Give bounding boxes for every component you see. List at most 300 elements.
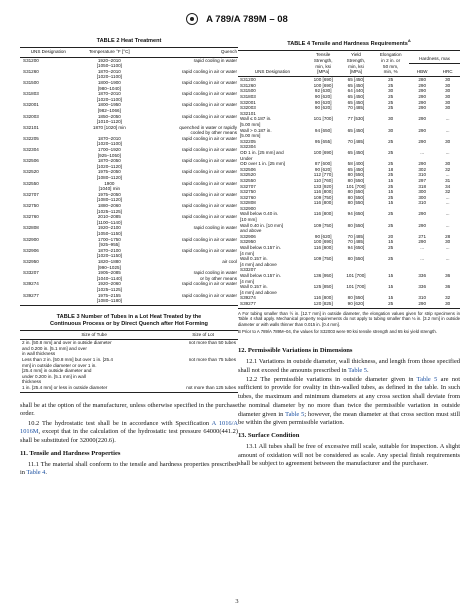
table4-cell-hbw: 290 — [418, 127, 426, 133]
table4-cell-hbw: 290 — [418, 116, 426, 122]
table2-cell-quench: rapid cooling in air or water — [181, 169, 237, 175]
table4-cell-uns: S32003 — [240, 105, 256, 111]
table4-cell-tensile: 100 [690] — [313, 82, 333, 88]
table4-cell-hrc: 36 — [445, 284, 451, 290]
table4-cell-yield: 101 [700] — [346, 284, 366, 290]
table4-cell-hbw: 318 — [418, 183, 426, 189]
table2-cell-uns: S32750 — [23, 203, 39, 209]
table2-cell-uns: S32205 — [23, 135, 39, 141]
page-header — [0, 10, 474, 28]
table4-cell-tensile: 133 [920] — [313, 183, 333, 189]
table4-row — [238, 284, 460, 295]
table4-cell-uns: Wall 0.157 in. [4 mm] and above — [240, 284, 277, 295]
table4-cell-hbw: 297 — [418, 177, 426, 183]
table4-row — [238, 223, 460, 234]
table4-cell-yield: 64 [440] — [347, 88, 365, 94]
table4-cell-yield: 90 [620] — [340, 301, 373, 308]
table2-cell-quench: rapid cooling in air or water — [181, 135, 237, 141]
table2-header-uns: UNS Designation — [20, 47, 77, 57]
table2-row — [20, 169, 238, 180]
table2-cell-quench: rapid cooling in air or water — [181, 247, 237, 253]
table4-cell-hrc: 36 — [445, 273, 451, 278]
table4-cell-uns: S31803 — [240, 94, 256, 99]
table4-cell-tensile: 90 [620] — [314, 94, 332, 99]
left-body-text — [20, 402, 238, 478]
table4-cell-uns: S32760 — [240, 194, 256, 200]
table2-cell-temperature: 1975–2155 [1080–1180] — [77, 293, 142, 306]
table2-cell-temperature: 1870–2100 [1020–1150] — [96, 247, 122, 259]
table3-body — [20, 340, 238, 392]
table4-cell-uns: S32001 — [240, 99, 256, 105]
table4-cell-uns: OD 1 in. [25 mm] and Under — [240, 149, 284, 161]
table2-cell-uns: S32950 — [23, 258, 39, 264]
table4-cell-tensile: 90 [620] — [314, 233, 332, 239]
table4-cell-hbw: 310 — [418, 295, 426, 301]
table4-cell-uns: S32205 — [240, 138, 256, 144]
table2-row — [20, 114, 238, 125]
table2-cell-uns: S39274 — [23, 281, 39, 287]
table2-row — [20, 181, 238, 192]
table4-cell-hrc: ... — [445, 211, 450, 217]
table4-cell-hbw: 290 — [409, 301, 435, 308]
table2-body — [20, 57, 238, 305]
table2-cell-temperature: 1975–2050 [1080–1120] — [96, 191, 122, 203]
table2-cell-temperature: 1800–1900 [980–1040] — [97, 79, 121, 91]
table4-cell-hrc: ... — [445, 116, 450, 122]
table2-cell-uns: S32001 — [23, 102, 39, 108]
table4-cell-tensile: 94 [650] — [314, 127, 332, 133]
table2-row — [20, 69, 238, 80]
table4-cell-hbw: 290 — [418, 222, 426, 228]
table4-cell-hrc: ... — [445, 200, 450, 206]
table4-cell-hbw: 300 — [418, 189, 426, 195]
table2-cell-quench: rapid cooling in air or water — [181, 191, 237, 197]
table2-cell-quench: rapid cooling in air or water — [142, 293, 238, 306]
table2-cell-temperature: 1870–2010 [1020–1100] — [96, 68, 122, 80]
table4-cell-hbw: 290 — [418, 239, 426, 245]
table4-cell-uns: S32520 — [240, 172, 256, 178]
table2-cell-quench: rapid cooling in air or water — [181, 79, 237, 85]
table4-cell-tensile: 92 [630] — [314, 88, 332, 94]
table2-row — [20, 80, 238, 91]
table2-cell-quench: rapid cooling in water or by other means — [193, 270, 237, 281]
table2-cell-uns: S39277 — [20, 293, 77, 306]
table2-cell-temperature: 1700–1750 [925–955] — [97, 236, 121, 248]
table4-cell-hbw: 290 — [418, 99, 426, 105]
table3-row — [20, 357, 238, 385]
paragraph-11-1: 11.1 The material shall conform to the tensile and hardness properties prescribed in Table 4. — [20, 460, 238, 477]
table4-row — [238, 245, 460, 256]
table2-cell-quench: rapid cooling in air or water — [181, 91, 237, 97]
table4-cell-hrc: 34 — [445, 183, 451, 189]
table4-link[interactable]: Table 4 — [26, 469, 46, 477]
table4-cell-uns: Wall 0.157 in. [4 mm] and above — [240, 256, 277, 267]
table2-cell-temperature: 1975–2050 [1080–1120] — [96, 169, 122, 181]
paragraph-12-2: 12.2 The permissible variations in outside diameter given in Table 5 are not sufficient to provide for ovality in thin-walled tubes, as defined in the table. In such tubes, the maximum and minimum diameters at any cross section shall deviate from the nominal diameter by no more than twice the permissible variation in outside diameter given in Table 5; however, the mean diameter at that cross section must still be within the given permissible variation. — [238, 375, 461, 427]
table4-cell-elongation: 15 — [388, 295, 394, 301]
table2-cell-quench: rapid cooling in water — [193, 225, 237, 231]
table3-cell-size-of-tube: 2 in. [50.8 mm] and over in outside diameter and 0.200 in. [5.1 mm] and over in wall thickness — [22, 340, 112, 357]
table2-row — [20, 102, 238, 113]
table2-row — [20, 192, 238, 203]
table4-footnote-a: A For tubing smaller than ½ in. [12.7 mm] in outside diameter, the elongation values given for strip specimens in Table 4 shall apply. Mechanical property requirements do not apply to tubing smaller than ⅛ in. [3.2 mm] in outside diameter or with walls thinner than 0.015 in. [0.4 mm]. — [238, 310, 460, 327]
table2-cell-temperature: 1800–1950 [982–1066] — [97, 102, 121, 113]
table2-row — [20, 57, 238, 69]
table3-row — [20, 385, 238, 392]
table5-link-c[interactable]: Table 5 — [285, 410, 305, 418]
table4-cell-elongation: 15 — [388, 189, 394, 195]
table4-cell-uns: S32808 — [240, 200, 256, 206]
table4-cell-hbw: ... — [420, 245, 425, 251]
table2-cell-temperature: 1870–2010 [1020–1100] — [96, 135, 122, 147]
table4-cell-yield: 65 [450] — [347, 82, 365, 88]
table4-cell-elongation: 15 — [388, 273, 394, 278]
table4-cell-uns: S32906 — [240, 233, 256, 239]
table2-cell-quench: rapid cooling in air or water — [181, 147, 237, 153]
table4-header-hbw: HBW — [409, 64, 435, 77]
table4-cell-hrc: ... — [445, 222, 450, 228]
table4-cell-hrc: 30 — [445, 161, 451, 167]
table4-cell-hrc: 30 — [445, 99, 451, 105]
table4-cell-yield: 80 [550] — [347, 222, 365, 228]
table2-row — [20, 270, 238, 281]
table4-row — [238, 273, 460, 284]
paragraph-13-1: 13.1 All tubes shall be free of excessive mill scale, suitable for inspection. A slight amount of oxidation will not be considered as scale. Any special finish requirements shall be subject to agreement between the manufacturer and the purchaser. — [238, 442, 460, 468]
table4-row — [238, 211, 460, 222]
table4-cell-elongation: 30 — [388, 127, 394, 133]
table4-cell-tensile: 116 [800] — [313, 200, 333, 206]
left-column — [20, 38, 238, 478]
table4-cell-hbw: 290 — [418, 138, 426, 144]
table4-cell-hbw: 290 — [418, 82, 426, 88]
table4-cell-uns: S32900 — [240, 205, 256, 211]
table4-cell-yield: 65 [450] — [347, 99, 365, 105]
table2-row — [20, 158, 238, 169]
table4-cell-tensile: 110 [760] — [313, 177, 333, 183]
table2-heat-treatment — [20, 47, 238, 306]
table4-cell-hrc: ... — [445, 127, 450, 133]
table4-cell-tensile: 90 [620] — [314, 99, 332, 105]
table4-cell-hrc: 32 — [445, 295, 451, 301]
table4-cell-yield: 70 [485] — [347, 105, 365, 111]
table2-cell-temperature: 1850–2050 [1010–1120] — [96, 113, 122, 125]
table4-cell-uns: Wall below 0.157 in. [4 mm] — [240, 245, 281, 256]
table3-cell-size-of-lot: not more than 75 tubes — [188, 357, 236, 363]
table4-cell-elongation: 25 — [388, 222, 394, 228]
table3-tubes-in-lot — [20, 330, 238, 393]
table2-cell-uns: S32808 — [23, 225, 39, 231]
table4-cell-yield: 80 [550] — [347, 194, 365, 200]
table3-cell-size-of-tube: 1 in. [25.4 mm] or less in outside diameter — [20, 385, 168, 392]
table4-cell-tensile: 109 [750] — [313, 222, 333, 228]
table4-cell-tensile: 125 [850] — [313, 284, 333, 290]
table4-cell-uns: S31200 — [240, 77, 256, 83]
table4-cell-tensile: 136 [950] — [313, 273, 333, 278]
astm-logo-icon — [186, 13, 198, 25]
table2-cell-uns: S32304 — [23, 147, 39, 153]
section-12-title: 12. Permissible Variations in Dimensions — [238, 346, 353, 354]
table2-row — [20, 136, 238, 147]
table4-cell-tensile: 100 [690] — [313, 149, 333, 155]
table4-cell-hbw: 302 — [418, 166, 426, 172]
table2-cell-temperature: 1905–2085 [1040–1140] — [96, 270, 122, 281]
table4-cell-uns: S32550 — [240, 177, 256, 183]
table4-cell-hbw: 290 — [418, 105, 426, 111]
table2-cell-quench: quenched in water or rapidly cooled by other means — [179, 124, 237, 136]
table4-cell-hrc: 30 — [445, 105, 451, 111]
table4-cell-hrc: 30 — [445, 82, 451, 88]
table4-cell-yield: 65 [450] — [347, 166, 365, 172]
table3-cell-size-of-tube: Less than 2 in. [50.8 mm] but over 1 in. [25.4 mm] in outside diameter or over 1 in. [25.4 mm] in outside diameter and under 0.200 in. [5.1 mm] in wall thickness — [22, 357, 113, 385]
table4-cell-uns: S31260 — [240, 82, 256, 88]
table4-cell-uns: Wall below 0.157 in. [4 mm] — [240, 273, 281, 284]
table4-cell-tensile: 90 [620] — [314, 166, 332, 172]
table2-header-quench: Quench — [142, 47, 238, 57]
table4-cell-tensile: 109 [750] — [313, 194, 333, 200]
table4-cell-uns: Wall ≤ 0.187 in. [5.00 mm] — [240, 116, 272, 127]
table2-cell-uns: S32101 — [23, 124, 39, 130]
table4-cell-elongation: 25 — [372, 301, 409, 308]
table4-cell-yield: 65 [450] — [347, 94, 365, 99]
table4-cell-elongation: 25 — [388, 105, 394, 111]
table2-cell-temperature: 2010–2085 [1100–1140] — [96, 214, 122, 225]
table4-cell-uns: S31500 — [240, 88, 256, 94]
table4-cell-uns: S32304 — [240, 144, 256, 150]
table2-cell-temperature: 1920–2010 [1050–1100] — [96, 57, 122, 69]
section-11-title: 11. Tensile and Hardness Properties — [20, 449, 121, 457]
table4-cell-hbw: ... — [420, 256, 425, 262]
table3-cell-size-of-lot: not more than 125 tubes — [168, 385, 238, 392]
table4-cell-yield: 65 [450] — [347, 149, 365, 155]
spec-a1016-link[interactable]: A 1016/A 1016M — [20, 419, 238, 436]
table4-cell-yield: 70 [485] — [347, 239, 365, 245]
table2-cell-temperature: 1870–2050 [1020–1120] — [96, 158, 122, 169]
table4-cell-hrc: ... — [445, 194, 450, 200]
table4-cell-elongation: 25 — [388, 149, 394, 155]
table4-cell-uns: Wall 0.40 in. [10 mm] and above — [240, 222, 283, 234]
table4-cell-elongation: 15 — [388, 239, 394, 245]
table4-cell-yield: 80 [550] — [347, 256, 365, 262]
table4-caption: TABLE 4 Tensile and Hardness Requirements$^A$ — [287, 38, 411, 47]
table2-cell-uns: S32550 — [23, 180, 39, 186]
table3-row — [20, 340, 238, 357]
table4-cell-hbw: 290 — [418, 88, 426, 94]
table4-header-yield: Yield Strength, min, ksi [MPa] — [340, 50, 373, 76]
table4-header-tensile: Tensile Strength, min, ksi [MPa] — [307, 50, 340, 76]
table4-cell-hrc: ... — [445, 245, 450, 251]
table4-cell-hrc: 30 — [445, 239, 451, 245]
table4-cell-yield: 65 [450] — [347, 77, 365, 83]
table2-cell-temperature: 1870 [1020] min — [92, 124, 126, 130]
table4-cell-hbw: 280 — [418, 77, 426, 83]
table4-cell-hrc: 32 — [445, 189, 451, 195]
table4-cell-tensile: 116 [800] — [313, 211, 333, 217]
table2-row — [20, 203, 238, 214]
table2-cell-uns: S33207 — [23, 270, 39, 276]
table4-cell-hbw: 336 — [418, 273, 426, 278]
table2-header-temperature: Temperature °F [°C] — [77, 47, 142, 57]
table4-cell-hbw: 336 — [418, 284, 426, 290]
table2-cell-uns: S31260 — [23, 68, 39, 74]
table4-cell-tensile: 116 [800] — [313, 189, 333, 195]
table4-row — [238, 256, 460, 267]
table2-row — [20, 248, 238, 259]
table4-cell-tensile: 87 [600] — [314, 161, 332, 167]
table4-cell-uns: Wall > 0.187 in. [5.00 mm] — [240, 127, 272, 139]
table4-cell-elongation: 25 — [388, 245, 394, 251]
table2-row — [20, 237, 238, 248]
table4-row — [238, 150, 460, 161]
table4-cell-elongation: 15 — [388, 200, 394, 206]
table2-cell-quench: rapid cooling in water — [193, 57, 237, 63]
table2-cell-temperature: 1870–2010 [1020–1100] — [96, 91, 122, 102]
table4-cell-tensile: 100 [690] — [313, 239, 333, 245]
table4-cell-uns: S39274 — [240, 295, 256, 301]
table2-cell-uns: S32506 — [23, 158, 39, 164]
table4-body — [238, 77, 460, 308]
table4-cell-uns: S32101 — [240, 110, 256, 116]
table4-cell-elongation: 20 — [388, 233, 394, 239]
table4-cell-uns: S32707 — [240, 183, 256, 189]
table2-row — [20, 225, 238, 236]
right-column — [238, 38, 460, 470]
table4-header-elongation: Elongation in 2 in. or 50 mm, min, % — [372, 50, 409, 76]
table2-cell-quench: rapid cooling in air or water — [181, 158, 237, 164]
table5-link-a[interactable]: Table 5 — [348, 366, 367, 374]
table4-row — [238, 116, 460, 127]
table2-row — [20, 147, 238, 158]
table2-cell-quench: rapid cooling in air or water — [181, 113, 237, 119]
table4-cell-hrc: 30 — [435, 301, 460, 308]
table2-cell-uns: S31200 — [23, 57, 39, 63]
table4-cell-hrc: ... — [445, 149, 450, 155]
table4-cell-yield: 94 [650] — [347, 245, 365, 251]
table3-cell-size-of-lot: not more than 50 tubes — [188, 340, 236, 346]
table4-cell-elongation: 15 — [388, 284, 394, 290]
table4-cell-uns: Wall below 0.40 in. [10 mm] — [240, 211, 279, 223]
table4-tensile-hardness — [238, 50, 460, 309]
table4-cell-hrc: 30 — [445, 94, 451, 99]
table4-cell-hrc: 30 — [445, 77, 451, 83]
table4-cell-uns: S32506 — [240, 166, 256, 172]
table4-cell-yield: 65 [450] — [347, 127, 365, 133]
table4-header-uns: UNS Designation — [238, 50, 307, 76]
table4-cell-hbw: 300 — [418, 194, 426, 200]
table4-header-hrc: HRC — [435, 64, 460, 77]
table2-row — [20, 125, 238, 136]
table4-header-hardness: Hardness, max — [409, 50, 460, 63]
table4-cell-hbw: 310 — [418, 172, 426, 178]
table4-cell-elongation: 15 — [388, 177, 394, 183]
table2-row — [20, 281, 238, 292]
table2-cell-temperature: 1920–2060 [1025–1125] — [96, 281, 122, 292]
table5-link-b[interactable]: Table 5 — [416, 375, 438, 383]
table2-cell-quench: rapid cooling in air or water — [181, 203, 237, 209]
table2-cell-quench: rapid cooling in air or water — [181, 180, 237, 186]
table4-cell-yield: 77 [530] — [347, 116, 365, 122]
table4-cell-tensile: 112 [770] — [313, 172, 333, 178]
table4-cell-tensile: 116 [800] — [313, 245, 333, 251]
table4-cell-uns: S39277 — [238, 301, 307, 308]
table2-cell-uns: S32707 — [23, 191, 39, 197]
table4-cell-elongation: 25 — [388, 138, 394, 144]
table4-cell-yield: 80 [550] — [347, 200, 365, 206]
table4-cell-elongation: 25 — [388, 256, 394, 262]
table4-cell-elongation: 25 — [388, 99, 394, 105]
table4-cell-elongation: 30 — [388, 116, 394, 122]
table4-cell-yield: 70 [485] — [347, 233, 365, 239]
table4-cell-hrc: 32 — [445, 166, 451, 172]
table4-cell-hbw: 271 — [418, 233, 426, 239]
table4-cell-elongation: 25 — [388, 172, 394, 178]
table4-cell-hrc: 30 — [445, 88, 451, 94]
table2-cell-temperature: 1820–1880 [990–1025] — [97, 258, 121, 270]
continued-paragraph: shall be at the option of the manufacturer, unless otherwise specified in the purchase order. — [20, 401, 238, 418]
table2-cell-uns: S32760 — [23, 214, 39, 220]
table3-caption: TABLE 3 Number of Tubes in a Lot Heat Treated by the Continuous Process or by Direct Quench after Hot Forming — [50, 313, 208, 327]
table2-cell-temperature: 1920–2100 [1050–1150] — [96, 225, 122, 236]
table4-cell-hrc: ... — [445, 172, 450, 178]
table2-cell-uns: S32900 — [23, 236, 39, 242]
table4-cell-elongation: 25 — [388, 183, 394, 189]
table4-cell-hrc: 30 — [445, 138, 451, 144]
table2-cell-quench: rapid cooling in air or water — [181, 236, 237, 242]
table4-cell-hrc: ... — [445, 256, 450, 262]
table4-cell-elongation: 25 — [388, 94, 394, 99]
table3-header-size-of-lot: Size of Lot — [168, 330, 238, 340]
table4-cell-tensile: 116 [800] — [313, 295, 333, 301]
table4-cell-hbw: 290 — [418, 94, 426, 99]
table2-cell-quench: air cool — [222, 258, 237, 264]
paragraph-12-1: 12.1 Variations in outside diameter, wall thickness, and length from those specified shall not exceed the amounts prescribed in Table 5. — [238, 357, 460, 374]
table4-cell-yield: 101 [700] — [346, 183, 366, 189]
table4-footnote-b: B Prior to A 789/A 789M–04, the values for S32003 were 90 ksi tensile strength and 65 ksi yield strength. — [238, 329, 437, 335]
table2-row — [20, 214, 238, 225]
table2-cell-uns: S31500 — [23, 79, 39, 85]
table4-cell-tensile: 101 [700] — [313, 116, 333, 122]
table4-cell-elongation: 30 — [388, 88, 394, 94]
table4-cell-uns: S32950 — [240, 239, 256, 245]
table4-cell-tensile: 95 [655] — [314, 138, 332, 144]
table2-cell-temperature: 1880–2060 [1025–1125] — [96, 203, 122, 214]
table4-cell-yield: 80 [550] — [347, 177, 365, 183]
table4-cell-tensile: 120 [825] — [307, 301, 340, 308]
table4-row — [238, 128, 460, 139]
table2-cell-quench: rapid cooling in air or water — [181, 102, 237, 108]
table4-cell-yield: 70 [485] — [347, 138, 365, 144]
table2-cell-uns: S32003 — [23, 113, 39, 119]
table4-cell-hbw: ... — [420, 149, 425, 155]
table4-cell-yield: 80 [550] — [347, 189, 365, 195]
table2-cell-uns: S31803 — [23, 91, 39, 97]
table4-cell-yield: 101 [700] — [346, 273, 366, 278]
table4-cell-tensile: 100 [690] — [313, 77, 333, 83]
table4-cell-elongation: 18 — [388, 166, 394, 172]
standard-designation: A 789/A 789M – 08 — [206, 13, 288, 25]
table2-cell-quench: rapid cooling in air or water — [181, 68, 237, 74]
table2-cell-temperature: 1700–1920 [925–1050] — [97, 147, 121, 158]
table2-row — [20, 293, 238, 306]
table4-cell-yield: 80 [550] — [347, 172, 365, 178]
table4-cell-yield: 94 [650] — [347, 211, 365, 217]
table4-cell-tensile: 109 [750] — [313, 256, 333, 262]
table2-cell-quench: rapid cooling in air or water — [181, 281, 237, 287]
table2-row — [20, 259, 238, 270]
table4-cell-hrc: 28 — [445, 233, 451, 239]
section-13-title: 13. Surface Condition — [238, 431, 300, 439]
table2-cell-temperature: 1900 [1040] min — [98, 180, 121, 192]
table4-cell-hbw: 290 — [418, 211, 426, 217]
